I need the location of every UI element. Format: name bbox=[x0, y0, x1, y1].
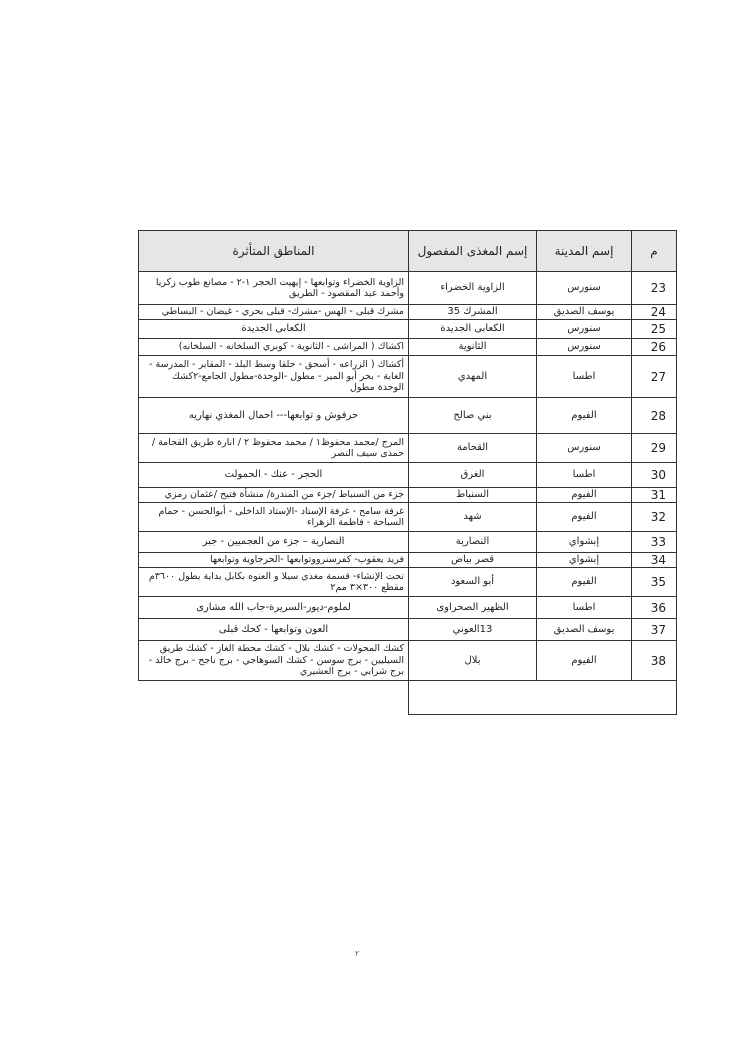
row-no: 24 bbox=[632, 305, 677, 320]
row-city: إبشواي bbox=[537, 553, 632, 568]
row-no: 34 bbox=[632, 553, 677, 568]
row-drain: 13العوني bbox=[409, 619, 537, 641]
table-row bbox=[139, 339, 677, 356]
empty-cell bbox=[409, 681, 677, 715]
row-no: 29 bbox=[632, 434, 677, 463]
header-drain: إسم المغذى المفصول bbox=[409, 231, 537, 272]
row-areas: الكعابى الجديدة bbox=[139, 320, 409, 339]
table-row bbox=[139, 272, 677, 305]
table-row bbox=[139, 356, 677, 398]
row-areas: العون وتوابعها - كحك قبلى bbox=[139, 619, 409, 641]
row-city: اطسا bbox=[537, 463, 632, 488]
table-empty-row bbox=[139, 681, 677, 715]
table-row bbox=[139, 488, 677, 503]
table-row bbox=[139, 553, 677, 568]
row-drain: القحامة bbox=[409, 434, 537, 463]
row-no: 33 bbox=[632, 532, 677, 553]
row-drain: الظهير الصحراوى bbox=[409, 597, 537, 619]
row-drain: السنباط bbox=[409, 488, 537, 503]
row-areas: الحجر - عنك - الحمولت bbox=[139, 463, 409, 488]
row-drain: المشرك 35 bbox=[409, 305, 537, 320]
header-areas: المناطق المتأثرة bbox=[139, 231, 409, 272]
row-city: يوسف الصديق bbox=[537, 619, 632, 641]
row-city: إبشواي bbox=[537, 532, 632, 553]
row-no: 37 bbox=[632, 619, 677, 641]
row-drain: بني صالح bbox=[409, 398, 537, 434]
row-areas: تحت الإنشاء- قسمة مغذي سيلا و العنوه بكابل بداية بطول ٣٦٠٠م مقطع ٣٠٠×٣ مم٢ bbox=[139, 568, 409, 597]
row-city: الفيوم bbox=[537, 641, 632, 681]
row-city: سنورس bbox=[537, 434, 632, 463]
row-city: اطسا bbox=[537, 597, 632, 619]
table-row bbox=[139, 463, 677, 488]
row-drain: الكعابى الجديدة bbox=[409, 320, 537, 339]
row-areas: اكشاك ( المراشى - الثانوية - كوبري السلخانه - السلخانه) bbox=[139, 339, 409, 356]
row-drain: بلال bbox=[409, 641, 537, 681]
row-no: 31 bbox=[632, 488, 677, 503]
row-areas: الزاوية الخضراء وتوابعها - إيهيت الحجر ١-٢ - مصانع طوب زكريا وأحمد عبد المقصود - الطريق bbox=[139, 272, 409, 305]
row-city: الفيوم bbox=[537, 568, 632, 597]
row-no: 30 bbox=[632, 463, 677, 488]
row-areas: فريد يعقوب- كفرسنرووتوابعها -الحرجاوية وتوابعها bbox=[139, 553, 409, 568]
row-drain: الزاوية الخضراء bbox=[409, 272, 537, 305]
row-city: اطسا bbox=[537, 356, 632, 398]
row-no: 38 bbox=[632, 641, 677, 681]
table-row bbox=[139, 568, 677, 597]
table-row bbox=[139, 434, 677, 463]
row-city: الفيوم bbox=[537, 503, 632, 532]
blank-space bbox=[139, 681, 409, 715]
row-drain: الثانوية bbox=[409, 339, 537, 356]
row-city: سنورس bbox=[537, 339, 632, 356]
header-city: إسم المدينة bbox=[537, 231, 632, 272]
page-number: ٢ bbox=[355, 949, 360, 958]
row-city: الفيوم bbox=[537, 488, 632, 503]
table-row bbox=[139, 532, 677, 553]
row-drain: المهدي bbox=[409, 356, 537, 398]
row-city: سنورس bbox=[537, 272, 632, 305]
row-areas: لملوم-ديور-السريرة-جاب الله مشارى bbox=[139, 597, 409, 619]
table-row bbox=[139, 398, 677, 434]
row-drain: الغرق bbox=[409, 463, 537, 488]
table-row bbox=[139, 641, 677, 681]
row-no: 36 bbox=[632, 597, 677, 619]
row-drain: أبو السعود bbox=[409, 568, 537, 597]
row-no: 27 bbox=[632, 356, 677, 398]
row-no: 28 bbox=[632, 398, 677, 434]
table-row bbox=[139, 597, 677, 619]
header-no: م bbox=[632, 231, 677, 272]
row-no: 25 bbox=[632, 320, 677, 339]
row-drain: شهد bbox=[409, 503, 537, 532]
row-areas: أكشاك ( الزراعه - أسحق - حلقا وسط البلد - المقابر - المدرسة - الغابة - بحر أبو المير - مطول -الوحدة-مطول الجامع-٢كشك الوحدة مطول bbox=[139, 356, 409, 398]
row-areas: المرج /محمد محفوظ١ / محمد محفوظ ٢ / انارة طريق القحامة / حمدى سيف النصر bbox=[139, 434, 409, 463]
table-row bbox=[139, 503, 677, 532]
row-no: 26 bbox=[632, 339, 677, 356]
row-drain: قصر بياض bbox=[409, 553, 537, 568]
row-no: 23 bbox=[632, 272, 677, 305]
row-areas: غرفة سامح - غرفة الإستاد -الإستاد الداخلى - أبوالحسن - حمام السباحة - فاطمة الزهراء bbox=[139, 503, 409, 532]
row-no: 32 bbox=[632, 503, 677, 532]
table-row bbox=[139, 320, 677, 339]
row-city: الفيوم bbox=[537, 398, 632, 434]
row-areas: النصارية – جزء من العجميين - جبر bbox=[139, 532, 409, 553]
row-areas: حرفوش و توابعها--- احمال المغذي نهاريه bbox=[139, 398, 409, 434]
affected-areas-table bbox=[138, 230, 677, 715]
row-areas: مشرك قبلى - الهس -مشرك- قبلى بحري - غيضان - البساطي bbox=[139, 305, 409, 320]
row-no: 35 bbox=[632, 568, 677, 597]
table-row bbox=[139, 619, 677, 641]
table-header-row bbox=[139, 231, 677, 272]
row-areas: جزء من السنباط /جزء من المندرة/ منشأة فتيح /عثمان رمزي bbox=[139, 488, 409, 503]
table-row bbox=[139, 305, 677, 320]
row-city: سنورس bbox=[537, 320, 632, 339]
row-city: يوسف الصديق bbox=[537, 305, 632, 320]
row-drain: النصارية bbox=[409, 532, 537, 553]
row-areas: كشك المحولات - كشك بلال - كشك محطة الغاز - كشك طريق السيليين - برج سوسن - كشك السوهاجي - برج ناجح - برج خالد - برج شرابي - برج العشيري bbox=[139, 641, 409, 681]
